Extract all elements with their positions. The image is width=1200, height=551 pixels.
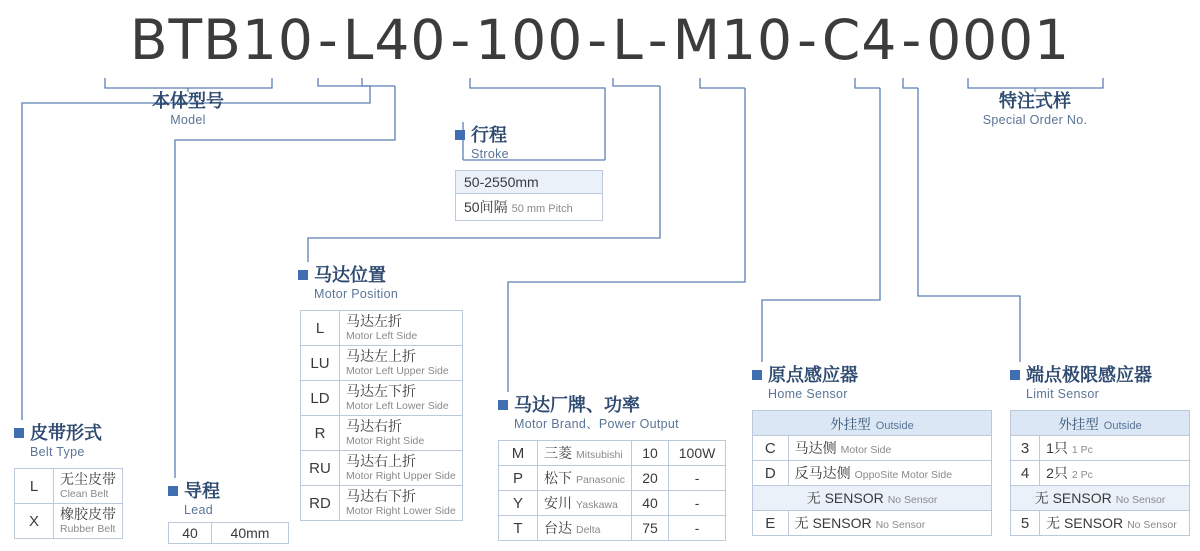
home-sensor-desc-2: 无 SENSOR No Sensor [753,486,992,511]
stroke-pitch-cn: 50间隔 [464,199,508,215]
label-belt-type [14,422,102,460]
stroke-pitch [455,194,603,221]
motor-brand-code-2: Y [499,491,538,516]
motor-pos-code-3: R [301,416,340,451]
pn-seg-5: 100 [475,8,584,72]
pn-seg-10: - [797,8,818,72]
label-special-order [955,90,1115,128]
stroke-range: 50-2550mm [455,170,603,194]
bullet-square-icon [14,428,24,438]
motor-power-code-2: 40 [632,491,669,516]
bullet-square-icon [498,400,508,410]
label-home-sensor-cn-text: 原点感应器 [768,365,858,385]
label-stroke-en: Stroke [471,147,509,161]
table-row [753,486,992,511]
home-sensor-desc-3: 无 SENSOR No Sensor [788,511,991,536]
table-row [301,486,463,521]
limit-sensor-table [1010,410,1190,536]
pn-seg-4: - [450,8,472,72]
belt-type-desc-1: 橡胶皮带 Rubber Belt [54,504,123,539]
pn-seg-1: - [317,8,339,72]
pn-seg-7: L [612,8,644,72]
limit-sensor-code-1: 4 [1011,461,1040,486]
motor-position-table [300,310,463,521]
motor-pos-code-0: L [301,311,340,346]
home-sensor-desc-1: 反马达侧 OppoSite Motor Side [788,461,991,486]
motor-pos-desc-1: 马达左上折 Motor Left Upper Side [340,346,463,381]
label-lead-cn [168,480,220,502]
table-row [753,511,992,536]
pn-seg-8: - [647,8,669,72]
motor-power-code-3: 75 [632,516,669,541]
label-motor-brand-cn [498,394,679,416]
motor-power-1: - [669,466,726,491]
bullet-square-icon [298,270,308,280]
limit-sensor-desc-3: 无 SENSOR No Sensor [1040,511,1190,536]
motor-power-code-0: 10 [632,441,669,466]
label-stroke-cn [455,124,509,146]
label-limit-sensor [1010,364,1152,402]
part-number [0,8,1200,72]
limit-sensor-desc-2: 无 SENSOR No Sensor [1011,486,1190,511]
bullet-square-icon [752,370,762,380]
home-sensor-desc-0: 马达侧 Motor Side [788,436,991,461]
limit-sensor-code-3: 5 [1011,511,1040,536]
label-home-sensor [752,364,858,402]
lead-code-0: 40 [169,523,212,544]
belt-type-code-1: X [15,504,54,539]
home-sensor-header: 外挂型 Outside [753,411,992,436]
label-motor-brand [498,394,679,432]
motor-pos-desc-5: 马达右下折 Motor Right Lower Side [340,486,463,521]
stroke-pitch-en: 50 mm Pitch [511,203,573,215]
lead-value-0: 40mm [212,523,289,544]
motor-brand-code-0: M [499,441,538,466]
label-limit-sensor-cn-text: 端点极限感应器 [1026,365,1152,385]
motor-power-0: 100W [669,441,726,466]
table-row [499,516,726,541]
label-motor-brand-en: Motor Brand、Power Output [514,417,679,431]
limit-sensor-desc-1: 2只 2 Pc [1040,461,1190,486]
table-row [1011,436,1190,461]
motor-brand-code-1: P [499,466,538,491]
bullet-square-icon [1010,370,1020,380]
motor-power-2: - [669,491,726,516]
label-motor-position-cn-text: 马达位置 [314,265,386,285]
motor-pos-desc-2: 马达左下折 Motor Left Lower Side [340,381,463,416]
table-row [753,436,992,461]
label-belt-type-cn [14,422,102,444]
table-row [499,441,726,466]
label-lead [168,480,220,518]
bullet-square-icon [455,130,465,140]
label-motor-brand-cn-text: 马达厂牌、功率 [514,395,640,415]
label-limit-sensor-cn [1010,364,1152,386]
table-row [499,466,726,491]
motor-power-3: - [669,516,726,541]
motor-brand-code-3: T [499,516,538,541]
home-sensor-table [752,410,992,536]
table-row [301,451,463,486]
pn-seg-11: C [821,8,862,72]
motor-pos-code-1: LU [301,346,340,381]
belt-type-code-0: L [15,469,54,504]
table-row [1011,511,1190,536]
label-motor-position-cn [298,264,398,286]
pn-seg-0: BTB10 [129,8,314,72]
label-special-order-cn: 特注式样 [999,91,1071,111]
label-home-sensor-en: Home Sensor [768,387,848,401]
motor-pos-desc-3: 马达右折 Motor Right Side [340,416,463,451]
table-row [301,416,463,451]
limit-sensor-header: 外挂型 Outside [1011,411,1190,436]
label-model [108,90,268,128]
label-lead-en: Lead [184,503,214,517]
pn-seg-3: 40 [374,8,447,72]
limit-sensor-code-0: 3 [1011,436,1040,461]
motor-pos-code-2: LD [301,381,340,416]
label-motor-position [298,264,398,302]
motor-brand-name-0: 三菱 Mitsubishi [538,441,632,466]
table-row [169,523,289,544]
belt-type-table [14,468,123,539]
table-row [753,411,992,436]
table-row [301,311,463,346]
label-motor-position-en: Motor Position [314,287,399,301]
label-belt-type-cn-text: 皮带形式 [30,423,102,443]
home-sensor-code-3: E [753,511,789,536]
label-home-sensor-cn [752,364,858,386]
motor-brand-name-1: 松下 Panasonic [538,466,632,491]
motor-pos-code-5: RD [301,486,340,521]
table-row [15,504,123,539]
pn-seg-14: 0001 [926,8,1071,72]
table-row [753,461,992,486]
label-model-en: Model [170,113,206,127]
table-row [301,346,463,381]
motor-brand-name-2: 安川 Yaskawa [538,491,632,516]
motor-brand-name-3: 台达 Delta [538,516,632,541]
table-row [301,381,463,416]
motor-pos-code-4: RU [301,451,340,486]
lead-table [168,522,289,544]
pn-seg-12: 4 [861,8,898,72]
table-row [499,491,726,516]
limit-sensor-desc-0: 1只 1 Pc [1040,436,1190,461]
motor-pos-desc-0: 马达左折 Motor Left Side [340,311,463,346]
pn-seg-2: L [342,8,375,72]
label-limit-sensor-en: Limit Sensor [1026,387,1100,401]
label-special-order-en: Special Order No. [982,113,1088,127]
label-model-cn: 本体型号 [152,91,224,111]
belt-type-desc-0: 无尘皮带 Clean Belt [54,469,123,504]
table-row [1011,411,1190,436]
table-row [1011,461,1190,486]
label-belt-type-en: Belt Type [30,445,85,459]
stroke-table [455,170,603,221]
home-sensor-code-0: C [753,436,789,461]
label-stroke [455,124,509,162]
motor-pos-desc-4: 马达右上折 Motor Right Upper Side [340,451,463,486]
label-stroke-cn-text: 行程 [471,125,507,145]
table-row [15,469,123,504]
bullet-square-icon [168,486,178,496]
pn-seg-9: M10 [672,8,794,72]
home-sensor-code-1: D [753,461,789,486]
label-lead-cn-text: 导程 [184,481,220,501]
table-row [1011,486,1190,511]
motor-power-code-1: 20 [632,466,669,491]
pn-seg-13: - [901,8,923,72]
pn-seg-6: - [587,8,609,72]
motor-brand-table [498,440,726,541]
